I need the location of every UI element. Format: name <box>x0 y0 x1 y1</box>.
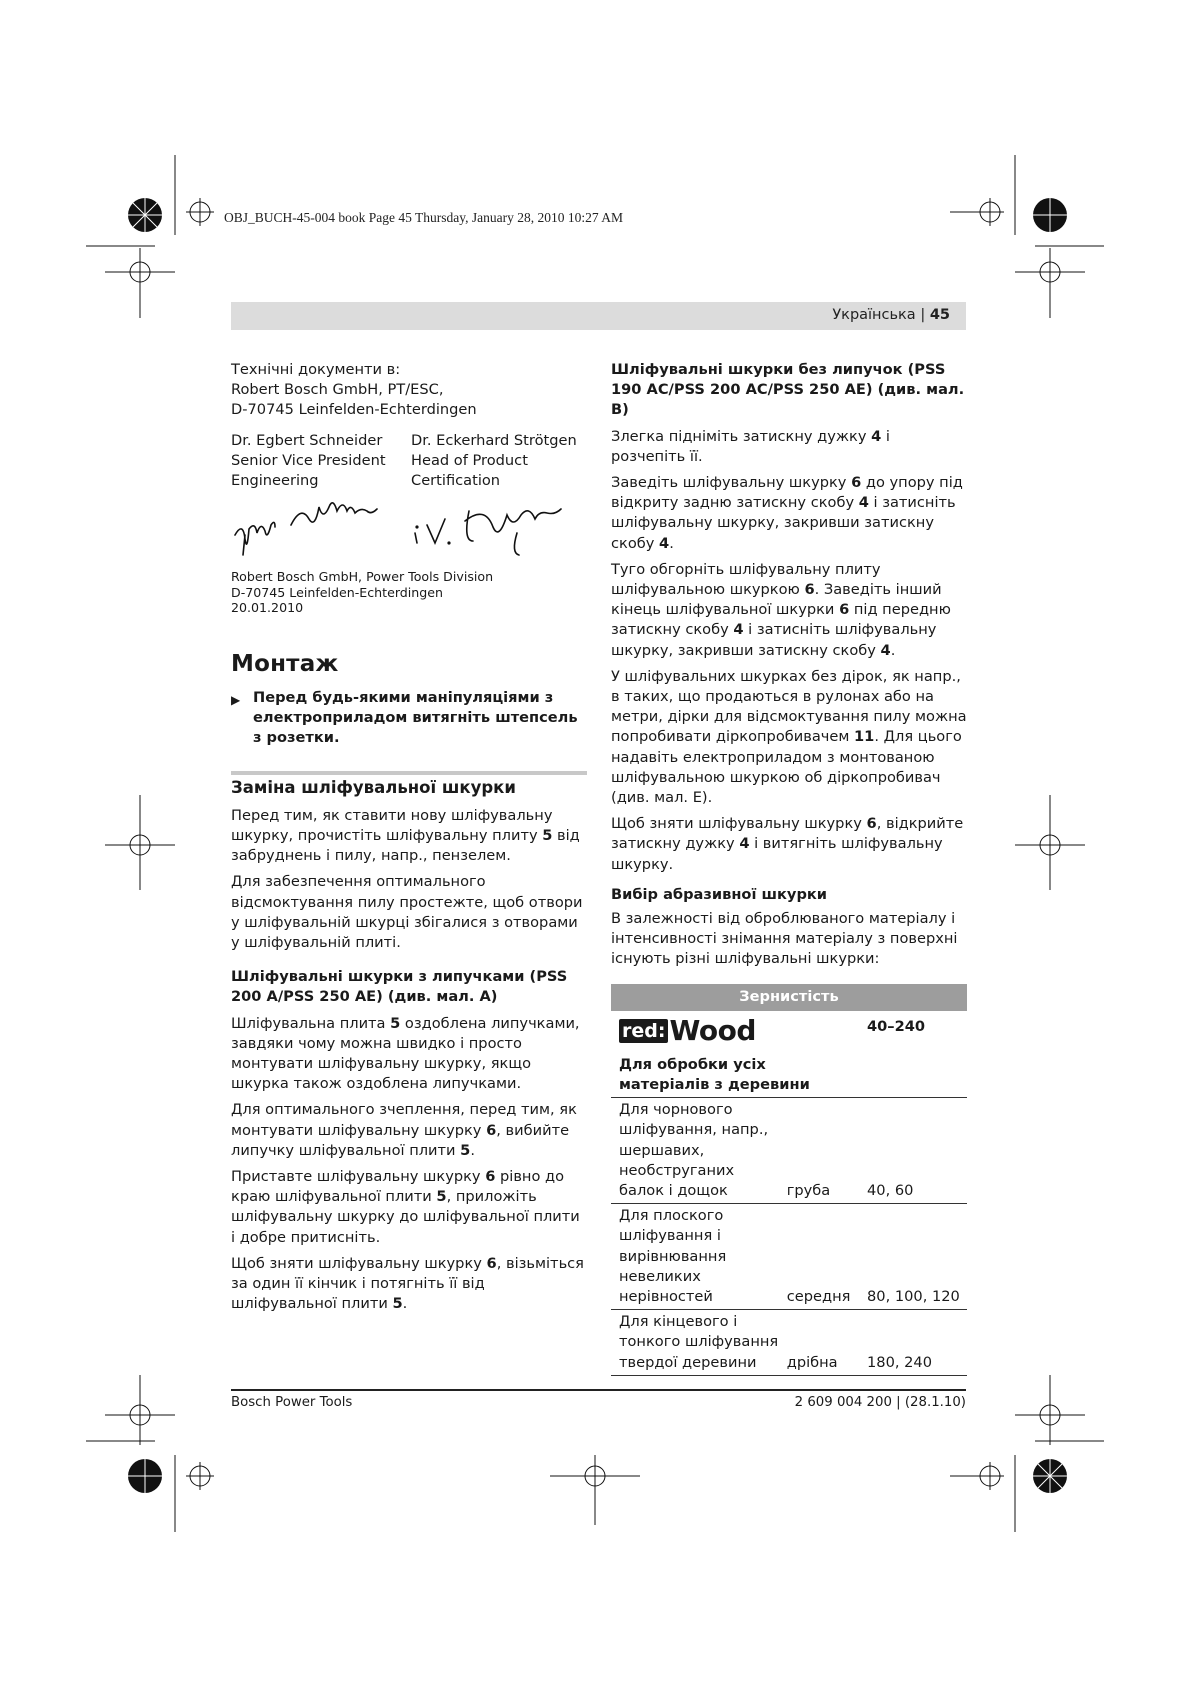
paragraph: Для забезпечення оптимального відсмоктування пилу простежте, щоб отвори у шліфувальній шкурці збігалися з отворами у шліфувальній плиті. <box>231 873 583 951</box>
paragraph: Щоб зняти шліфувальну шкурку 6, візьміться за один її кінчик і потягніть її від шліфувальної плити 5. <box>231 1254 584 1313</box>
signer-names <box>231 431 587 492</box>
grit-header: Зернистість <box>611 984 967 1011</box>
left-column <box>231 360 587 1320</box>
signer-2: Dr. Eckerhard Strötgen Head of Product Certification <box>411 431 577 490</box>
tech-docs: Технічні документи в: Robert Bosch GmbH, PT/ESC, D-70745 Leinfelden-Echterdingen <box>231 361 477 419</box>
warning-text: Перед будь-якими маніпуляціями з електроприладом витягніть штепсель з розетки. <box>253 688 578 747</box>
paragraph: Для оптимального зчеплення, перед тим, як монтувати шліфувальну шкурку 6, вибийте липучку шліфувальної плити 5. <box>231 1101 577 1159</box>
signatures <box>231 495 587 561</box>
subheading-abrasive: Вибір абразивної шкурки <box>611 885 828 903</box>
paragraph: Заведіть шліфувальну шкурку 6 до упору під відкриту задню затискну скобу 4 і затисніть шліфувальну шкурку, закривши затискну скобу 4. <box>611 474 963 552</box>
right-column <box>611 360 967 1376</box>
company-info: Robert Bosch GmbH, Power Tools Division D-70745 Leinfelden-Echterdingen 20.01.2010 <box>231 569 494 616</box>
paragraph: Перед тим, як ставити нову шліфувальну шкурку, прочистіть шліфувальну плиту 5 від забруднень і пилу, напр., пензелем. <box>231 806 580 865</box>
paragraph: Приставте шліфувальну шкурку 6 рівно до краю шліфувальної плити 5, приложіть шліфувальну шкурку до шліфувальної плити і добре притисніть. <box>231 1167 580 1246</box>
paragraph: Туго обгорніть шліфувальну плиту шліфувальною шкуркою 6. Заведіть інший кінець шліфувальної шкурки 6 під передню затискну скобу 4 і затисніть шліфувальну шкурку, закривши затискну скобу 4. <box>611 560 951 659</box>
redwood-logo: red: Wood <box>619 1017 756 1045</box>
subheading-velcro: Шліфувальні шкурки з липучками (PSS 200 A/PSS 250 AE) (див. мал. A) <box>231 968 568 1006</box>
table-row: Для чорнового шліфування, напр., шершавих, необструганих балок і дощок груба 40, 60 <box>611 1098 967 1204</box>
paragraph: В залежності від оброблюваного матеріалу і інтенсивності знімання матеріалу з поверхні існують різні шліфувальні шкурки: <box>611 910 958 968</box>
footer-rule <box>231 1389 966 1391</box>
table-row: Для плоского шліфування і вирівнювання невеликих нерівностей середня 80, 100, 120 <box>611 1204 967 1310</box>
triangle-bullet-icon: ▶ <box>231 692 241 707</box>
warning <box>231 688 587 749</box>
table-row <box>611 1011 967 1098</box>
footer-left: Bosch Power Tools <box>231 1395 353 1410</box>
table-row: Для кінцевого і тонкого шліфування твердої деревини дрібна 180, 240 <box>611 1310 967 1376</box>
paragraph: Шліфувальна плита 5 оздоблена липучками, завдяки чому можна швидко і просто монтувати шліфувальну шкурку, якщо шкурка також оздоблена липучками. <box>231 1014 580 1093</box>
header-separator: | <box>920 307 926 323</box>
print-info: OBJ_BUCH-45-004 book Page 45 Thursday, January 28, 2010 10:27 AM <box>224 210 623 225</box>
header-text <box>832 307 950 323</box>
signer-1: Dr. Egbert Schneider Senior Vice President Engineering <box>231 431 386 490</box>
section-title: Заміна шліфувальної шкурки <box>231 771 587 798</box>
first-range: 40–240 <box>859 1011 967 1098</box>
header-language: Українська <box>832 307 916 323</box>
footer-right: 2 609 004 200 | (28.1.10) <box>794 1395 966 1410</box>
montage-title: Монтаж <box>231 650 339 677</box>
paragraph: У шліфувальних шкурках без дірок, як напр., в таких, що продаються в рулонах або на метри, дірки для відсмоктування пилу можна попробивати діркопробивачем 11. Для цього надавіть електроприладом з монтованою шліфувальною шкуркою об діркопробивач (див. мал. E). <box>611 667 967 807</box>
page-number: 45 <box>929 307 950 323</box>
page-header <box>231 302 966 330</box>
paragraph: Щоб зняти шліфувальну шкурку 6, відкрийте затискну дужку 4 і витягніть шліфувальну шкурку. <box>611 815 964 873</box>
paragraph: Злегка підніміть затискну дужку 4 і розчепіть її. <box>611 427 890 465</box>
first-desc: Для обробки усіх матеріалів з деревини <box>619 1055 810 1093</box>
grit-table <box>611 984 967 1376</box>
subheading-no-velcro: Шліфувальні шкурки без липучок (PSS 190 AC/PSS 200 AC/PSS 250 AE) (див. мал. B) <box>611 361 965 419</box>
